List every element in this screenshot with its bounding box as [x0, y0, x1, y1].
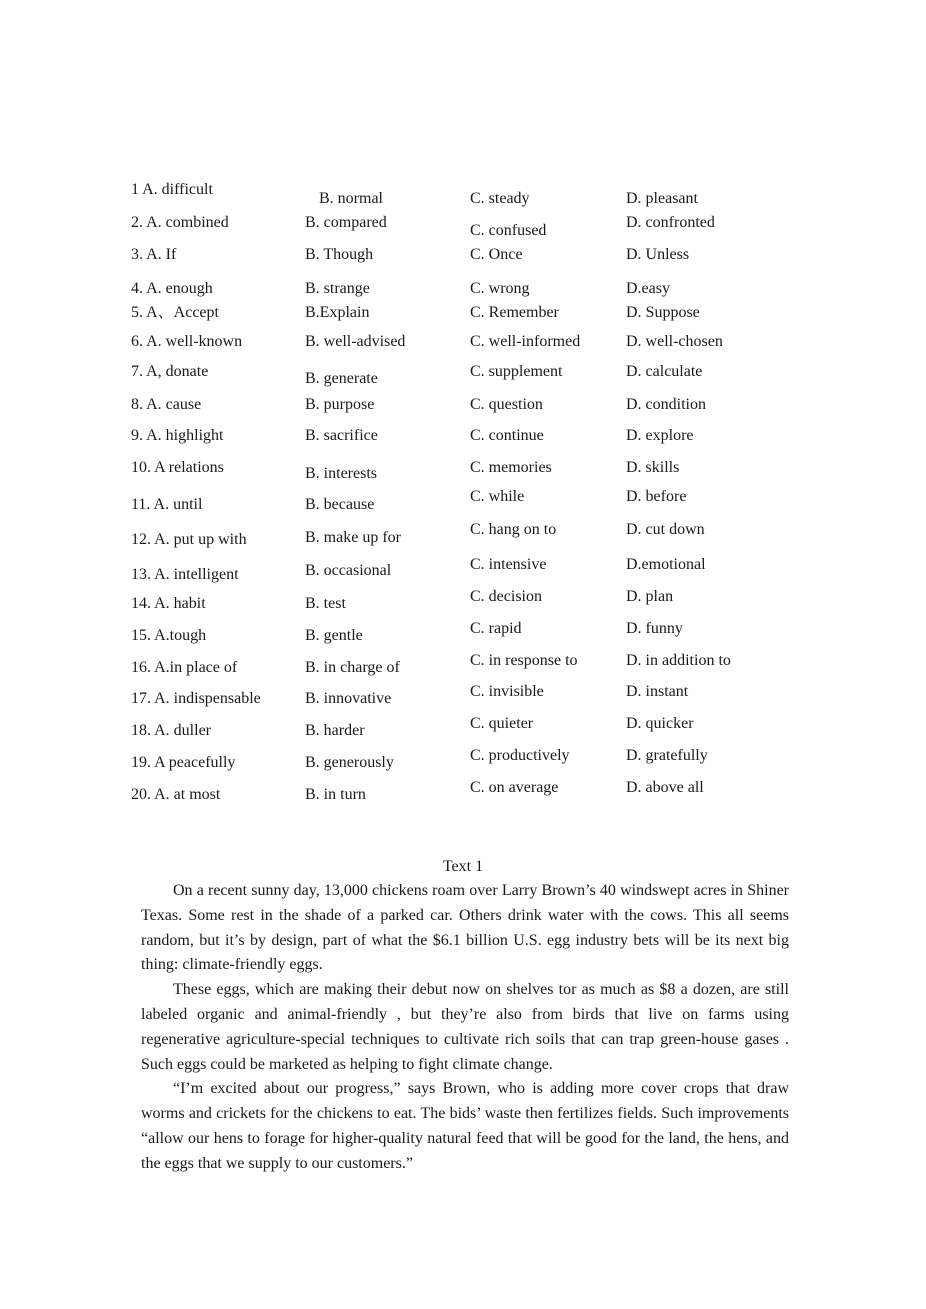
option-a: 2. A. combined	[131, 214, 229, 231]
option-d: D. cut down	[626, 521, 705, 538]
option-a: 13. A. intelligent	[131, 566, 239, 583]
option-d: D. funny	[626, 620, 683, 637]
option-a: 15. A.tough	[131, 627, 207, 644]
option-c: C. invisible	[470, 683, 544, 700]
option-a: 4. A. enough	[131, 280, 213, 297]
option-c: C. question	[470, 396, 543, 413]
option-d: D. pleasant	[626, 190, 698, 207]
option-d: D. skills	[626, 459, 680, 476]
option-b: B. because	[305, 496, 375, 513]
option-d: D.emotional	[626, 556, 706, 573]
option-d: D. above all	[626, 779, 704, 796]
option-c: C. on average	[470, 779, 559, 796]
option-c: C. in response to	[470, 652, 578, 669]
option-b: B. strange	[305, 280, 370, 297]
option-d: D. before	[626, 488, 687, 505]
option-a: 17. A. indispensable	[131, 690, 261, 707]
option-b: B. normal	[319, 190, 383, 207]
option-a: 16. A.in place of	[131, 659, 238, 676]
option-d: D.easy	[626, 280, 670, 297]
option-d: D. confronted	[626, 214, 715, 231]
passage-title: Text 1	[442, 858, 484, 875]
option-c: C. steady	[470, 190, 530, 207]
option-d: D. Unless	[626, 246, 690, 263]
option-b: B. sacrifice	[305, 427, 378, 444]
option-a: 3. A. If	[131, 246, 177, 263]
option-a: 18. A. duller	[131, 722, 211, 739]
option-c: C. wrong	[470, 280, 530, 297]
option-c: C. memories	[470, 459, 552, 476]
option-b: B. Though	[305, 246, 374, 263]
option-b: B. generously	[305, 754, 394, 771]
option-c: C. Remember	[470, 304, 559, 321]
option-a: 9. A. highlight	[131, 427, 224, 444]
option-d: D. instant	[626, 683, 689, 700]
option-c: C. quieter	[470, 715, 534, 732]
option-b: B. compared	[305, 214, 387, 231]
option-b: B. harder	[305, 722, 365, 739]
option-d: D. in addition to	[626, 652, 731, 669]
option-b: B. in turn	[305, 786, 366, 803]
option-a: 5. A、Accept	[131, 304, 219, 321]
option-c: C. well-informed	[470, 333, 581, 350]
option-b: B. well-advised	[305, 333, 406, 350]
option-b: B. in charge of	[305, 659, 400, 676]
option-a: 6. A. well-known	[131, 333, 243, 350]
option-a: 19. A peacefully	[131, 754, 236, 771]
option-a: 11. A. until	[131, 496, 203, 513]
option-b: B. test	[305, 595, 346, 612]
option-c: C. while	[470, 488, 525, 505]
option-d: D. explore	[626, 427, 694, 444]
option-b: B. innovative	[305, 690, 392, 707]
option-b: B. purpose	[305, 396, 375, 413]
option-c: C. decision	[470, 588, 542, 605]
option-b: B. occasional	[305, 562, 392, 579]
option-d: D. well-chosen	[626, 333, 723, 350]
option-a: 10. A relations	[131, 459, 224, 476]
paragraph: On a recent sunny day, 13,000 chickens roam over Larry Brown’s 40 windswept acres in Shiner Texas. Some rest in the shade of a parked car. Others drink water with the cows. This all seems random, but it’s by design, part of what the $6.1 billion U.S. egg industry bets will be its next big thing: climate-friendly eggs.	[141, 882, 789, 974]
paragraph: These eggs, which are making their debut now on shelves tor as much as $8 a dozen, are still labeled organic and animal-friendly , but they’re also from birds that live on farms using regenerative agriculture-special techniques to cultivate rich soils that can trap green-house gases . Such eggs could be marketed as helping to fight climate change.	[141, 981, 789, 1073]
option-c: C. hang on to	[470, 521, 557, 538]
option-c: C. confused	[470, 222, 547, 239]
option-c: C. continue	[470, 427, 544, 444]
paragraph: “I’m excited about our progress,” says Brown, who is adding more cover crops that draw worms and crickets for the chickens to eat. The bids’ waste then fertilizes fields. Such improvements “allow our hens to forage for higher-quality natural feed that will be good for the land, the hens, and the eggs that we supply to our customers.”	[141, 1080, 789, 1172]
option-d: D. condition	[626, 396, 706, 413]
option-a: 14. A. habit	[131, 595, 206, 612]
option-c: C. rapid	[470, 620, 522, 637]
option-d: D. plan	[626, 588, 674, 605]
option-d: D. quicker	[626, 715, 694, 732]
option-b: B. gentle	[305, 627, 363, 644]
option-a: 1 A. difficult	[131, 181, 213, 198]
passage-body	[141, 879, 789, 1177]
option-c: C. supplement	[470, 363, 563, 380]
option-d: D. gratefully	[626, 747, 708, 764]
option-d: D. Suppose	[626, 304, 700, 321]
option-a: 12. A. put up with	[131, 531, 247, 548]
option-d: D. calculate	[626, 363, 703, 380]
option-c: C. Once	[470, 246, 523, 263]
option-a: 7. A, donate	[131, 363, 209, 380]
option-c: C. intensive	[470, 556, 547, 573]
option-b: B. make up for	[305, 529, 401, 546]
option-a: 8. A. cause	[131, 396, 202, 413]
option-a: 20. A. at most	[131, 786, 221, 803]
option-c: C. productively	[470, 747, 570, 764]
option-b: B. generate	[305, 370, 378, 387]
option-b: B.Explain	[305, 304, 370, 321]
option-b: B. interests	[305, 465, 377, 482]
